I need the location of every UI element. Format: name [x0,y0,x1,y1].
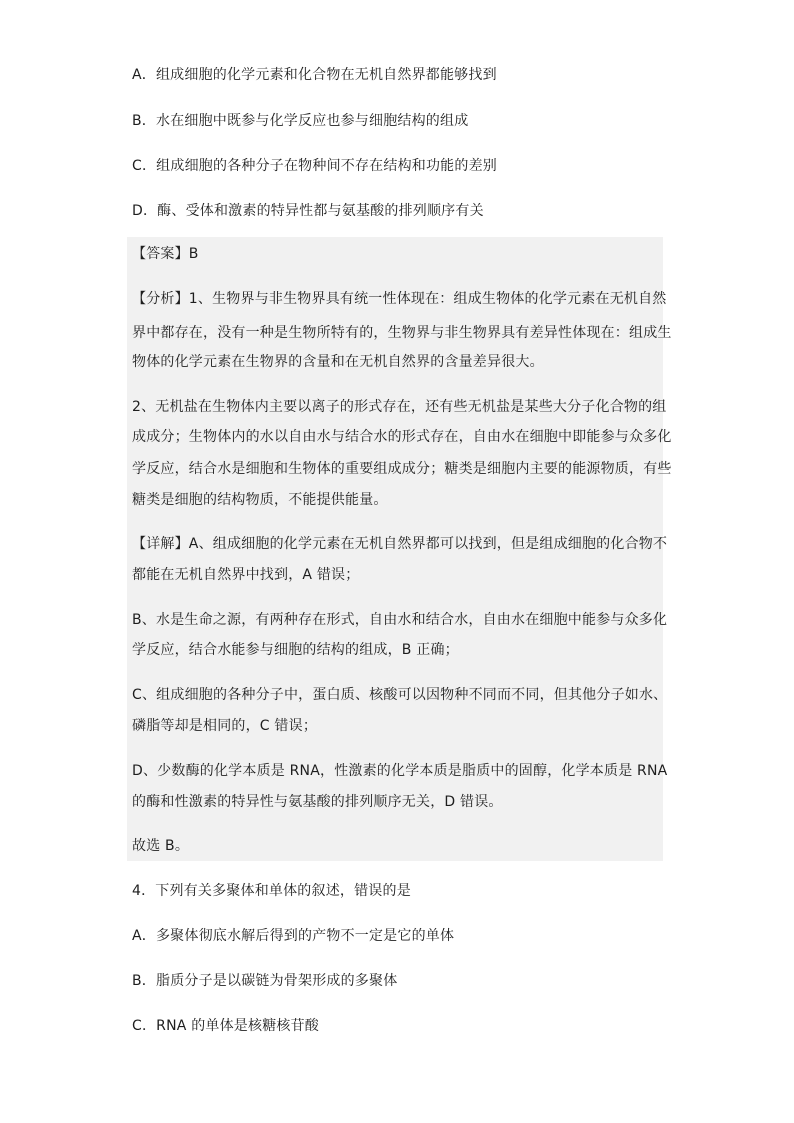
analysis-line: 2、无机盐在生物体内主要以离子的形式存在，还有些无机盐是某些大分子化合物的组 [132,399,667,415]
answer-line: 【答案】B [132,246,199,262]
detail-line: 磷脂等却是相同的，C 错误； [132,718,318,734]
option-a: A．多聚体彻底水解后得到的产物不一定是它的单体 [132,928,455,944]
analysis-line: 学反应，结合水是细胞和生物体的重要组成成分；糖类是细胞内主要的能源物质，有些 [132,461,672,477]
detail-line: B、水是生命之源，有两种存在形式，自由水和结合水，自由水在细胞中能参与众多化 [132,612,668,628]
detail-line: 都能在无机自然界中找到，A 错误； [132,567,360,583]
detail-line: D、少数酶的化学本质是 RNA，性激素的化学本质是脂质中的固醇，化学本质是 RNA [132,763,668,779]
option-b: B．水在细胞中既参与化学反应也参与细胞结构的组成 [132,113,469,129]
analysis-line: 成成分；生物体内的水以自由水与结合水的形式存在，自由水在细胞中即能参与众多化 [132,429,672,445]
detail-line: 学反应，结合水能参与细胞的结构的组成，B 正确； [132,642,459,658]
option-c: C．组成细胞的各种分子在物种间不存在结构和功能的差别 [132,158,497,174]
question-stem: 4．下列有关多聚体和单体的叙述，错误的是 [132,883,411,899]
detail-line: C、组成细胞的各种分子中，蛋白质、核酸可以因物种不同而不同，但其他分子如水、 [132,687,668,703]
option-a: A．组成细胞的化学元素和化合物在无机自然界都能够找到 [132,67,497,83]
analysis-line: 糖类是细胞的结构物质，不能提供能量。 [132,492,388,508]
detail-line: 的酶和性激素的特异性与氨基酸的排列顺序无关，D 错误。 [132,794,503,810]
analysis-line: 【分析】1、生物界与非生物界具有统一性体现在：组成生物体的化学元素在无机自然 [132,291,667,307]
analysis-line: 物体的化学元素在生物界的含量和在无机自然界的含量差异很大。 [132,354,544,370]
option-d: D．酶、受体和激素的特异性都与氨基酸的排列顺序有关 [132,203,484,219]
option-c: C．RNA 的单体是核糖核苷酸 [132,1018,320,1034]
option-b: B．脂质分子是以碳链为骨架形成的多聚体 [132,973,398,989]
analysis-line: 界中都存在，没有一种是生物所特有的，生物界与非生物界具有差异性体现在：组成生 [132,325,672,341]
detail-line: 【详解】A、组成细胞的化学元素在无机自然界都可以找到，但是组成细胞的化合物不 [132,536,668,552]
conclusion-line: 故选 B。 [132,838,190,854]
